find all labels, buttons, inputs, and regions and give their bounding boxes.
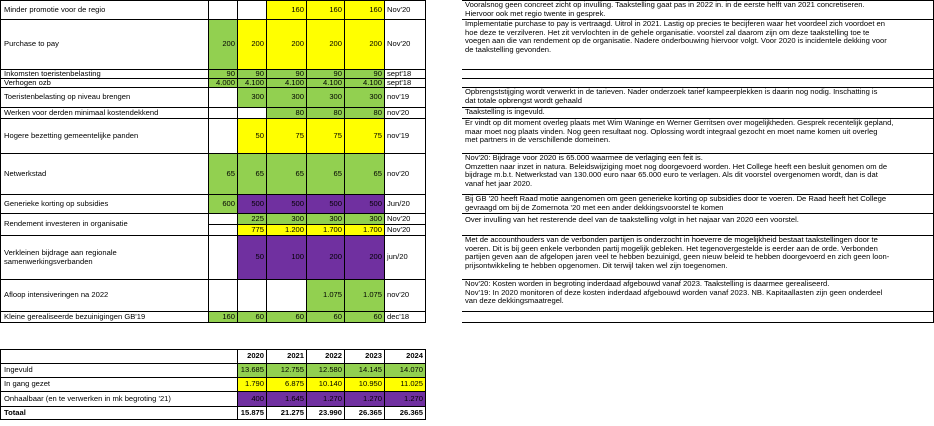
summary-value: 12.755 — [267, 364, 307, 378]
summary-value: 14.145 — [345, 364, 385, 378]
note-line: met partners in de verschillende domeinen. — [465, 135, 611, 145]
value-cell: 75 — [307, 119, 345, 154]
value-cell: 4.100 — [307, 79, 345, 88]
summary-value: 10.950 — [345, 378, 385, 392]
note-line: Omzetten naar inzet in natura. Beleidswijziging moet nog doorgevoerd worden. Het College heeft een besluit genomen om de — [465, 161, 888, 171]
value-cell: 300 — [307, 88, 345, 108]
year-header: 2022 — [307, 349, 345, 364]
value-cell: 200 — [267, 20, 307, 70]
value-cell: 200 — [307, 20, 345, 70]
date-cell: dec'18 — [385, 312, 426, 323]
value-cell: 90 — [307, 70, 345, 79]
row-label: Toeristenbelasting op niveau brengen — [0, 88, 209, 108]
value-cell: 200 — [345, 236, 385, 280]
value-cell — [209, 280, 238, 312]
total-value: 23.990 — [307, 407, 345, 420]
row-label: Netwerkstad — [0, 154, 209, 195]
note-line: Implementatie purchase to pay is vertraagd. Uitrol in 2021. Lastig op precies te becijferen waar het voordeel zich voordoet en — [465, 20, 885, 28]
value-cell: 1.200 — [267, 225, 307, 236]
value-cell — [209, 236, 238, 280]
status-note — [462, 108, 934, 119]
summary-value: 6.875 — [267, 378, 307, 392]
note-line: gevraagd om bij de Zomernota '20 met een ander dekkingsvoorstel te komen — [465, 202, 724, 212]
value-cell: 300 — [267, 88, 307, 108]
summary-value: 1.270 — [307, 392, 345, 407]
value-cell: 65 — [209, 154, 238, 195]
value-cell: 75 — [267, 119, 307, 154]
value-cell: 500 — [307, 195, 345, 214]
row-label: Inkomsten toeristenbelasting — [0, 70, 209, 79]
status-note — [462, 119, 934, 154]
value-cell: 75 — [345, 119, 385, 154]
date-cell: nov'20 — [385, 280, 426, 312]
value-cell: 60 — [345, 312, 385, 323]
value-cell: 200 — [345, 20, 385, 70]
value-cell — [238, 108, 267, 119]
summary-label: In gang gezet — [0, 378, 238, 392]
total-label: Totaal — [0, 407, 238, 420]
value-cell: 90 — [267, 70, 307, 79]
value-cell: 160 — [267, 0, 307, 20]
total-value: 26.365 — [345, 407, 385, 420]
summary-value: 1.790 — [238, 378, 267, 392]
value-cell: 60 — [307, 312, 345, 323]
value-cell — [238, 280, 267, 312]
note-line: Taakstelling is ingevuld. — [465, 108, 545, 116]
value-cell: 160 — [307, 0, 345, 20]
note-line: prijsontwikkeling te hebben opgenomen. Dit terwijl taken wel zijn toegenomen. — [465, 261, 728, 271]
value-cell: 200 — [238, 20, 267, 70]
date-cell: nov'19 — [385, 119, 426, 154]
value-cell — [209, 108, 238, 119]
status-note — [462, 214, 934, 236]
value-cell: 4.100 — [267, 79, 307, 88]
summary-label: Ingevuld — [0, 364, 238, 378]
year-header: 2024 — [385, 349, 426, 364]
summary-value: 1.270 — [345, 392, 385, 407]
row-label: Werken voor derden minimaal kostendekkend — [0, 108, 209, 119]
value-cell: 500 — [238, 195, 267, 214]
date-cell: Nov'20 — [385, 214, 426, 225]
value-cell: 500 — [345, 195, 385, 214]
value-cell: 60 — [238, 312, 267, 323]
year-header: 2021 — [267, 349, 307, 364]
status-note — [462, 70, 934, 79]
value-cell: 65 — [267, 154, 307, 195]
status-note — [462, 280, 934, 312]
value-cell — [209, 119, 238, 154]
value-cell: 4.100 — [345, 79, 385, 88]
value-cell: 90 — [345, 70, 385, 79]
value-cell: 4.000 — [209, 79, 238, 88]
date-cell: nov'19 — [385, 88, 426, 108]
value-cell: 90 — [209, 70, 238, 79]
value-cell: 300 — [267, 214, 307, 225]
date-cell: Jun/20 — [385, 195, 426, 214]
summary-header-blank — [0, 349, 238, 364]
value-cell — [209, 88, 238, 108]
status-note — [462, 20, 934, 70]
value-cell: 160 — [345, 0, 385, 20]
date-cell: nov'20 — [385, 108, 426, 119]
value-cell: 200 — [307, 236, 345, 280]
value-cell — [238, 0, 267, 20]
note-line: Over invulling van het resterende deel van de taakstelling volgt in het najaar van 2020 een voorstel. — [465, 215, 799, 224]
note-line: voegen aan die van rendement op de organisatie. Nadere onderbouwing hiervoor volgt. Voor 2020 is incidentele dekking voor — [465, 36, 887, 46]
date-cell: jun/20 — [385, 236, 426, 280]
row-label: Hogere bezetting gemeentelijke panden — [0, 119, 209, 154]
note-line: Er vindt op dit moment overleg plaats met Wim Waninge en Werner Gerritsen over mogelijkheden. Gesprek recentelijk gepland, — [465, 119, 894, 127]
year-header: 2023 — [345, 349, 385, 364]
note-line: Met de accounthouders van de verbonden partijen is onderzocht in hoeverre de mogelijkheid bestaat taakstellingen door te — [465, 236, 878, 244]
note-line: hoe deze te verzilveren. Het zit vervlochten in de gehele organisatie. voorstel zal daarom zijn om deze taakstelling toe te — [465, 27, 870, 37]
total-value: 15.875 — [238, 407, 267, 420]
row-label: Purchase to pay — [0, 20, 209, 70]
value-cell: 65 — [238, 154, 267, 195]
note-line: Bij GB '20 heeft Raad motie aangenomen om geen generieke korting op subsidies door te voeren. De Raad heeft het College — [465, 195, 887, 203]
value-cell: 80 — [307, 108, 345, 119]
value-cell: 4.100 — [238, 79, 267, 88]
row-label: Generieke korting op subsidies — [0, 195, 209, 214]
value-cell: 80 — [345, 108, 385, 119]
status-note — [462, 236, 934, 280]
summary-value: 13.685 — [238, 364, 267, 378]
note-line: Opbrengststijging wordt verwerkt in de tarieven. Nader onderzoek tarief kampeerplekken is daarin nog nodig. Inschatting is — [465, 88, 878, 96]
value-cell: 160 — [209, 312, 238, 323]
value-cell: 300 — [345, 88, 385, 108]
note-line: van deze dekkingsmaatregel. — [465, 296, 564, 306]
value-cell: 60 — [267, 312, 307, 323]
summary-value: 14.070 — [385, 364, 426, 378]
row-label — [0, 236, 209, 280]
value-cell: 90 — [238, 70, 267, 79]
year-header: 2020 — [238, 349, 267, 364]
note-line: Vooralsnog geen concreet zicht op invulling. Taakstelling gaat pas in 2022 in. in de eerste helft van 2021 concretiseren. — [465, 0, 865, 9]
value-cell: 775 — [238, 225, 267, 236]
note-line: Hiervoor ook met regio twente in gesprek. — [465, 8, 606, 18]
status-note — [462, 88, 934, 108]
value-cell: 50 — [238, 236, 267, 280]
value-cell: 1.075 — [345, 280, 385, 312]
status-note — [462, 154, 934, 195]
row-label-line: Verkleinen bijdrage aan regionale — [4, 247, 117, 257]
note-line: maar moet nog plaats vinden. Nog geen resultaat nog. Oplossing wordt integraal gezocht en moet name komen uit overleg — [465, 126, 878, 136]
value-cell: 1.075 — [307, 280, 345, 312]
note-line: Nov'20: Kosten worden in begroting inderdaad afgebouwd vanaf 2023. Taakstelling is daarmee gerealiseerd. — [465, 280, 830, 288]
value-cell: 1.700 — [345, 225, 385, 236]
status-note — [462, 312, 934, 323]
total-value: 26.365 — [385, 407, 426, 420]
value-cell: 500 — [267, 195, 307, 214]
value-cell: 225 — [238, 214, 267, 225]
date-cell: nov'20 — [385, 154, 426, 195]
value-cell: 200 — [209, 20, 238, 70]
row-label: Rendement investeren in organisatie — [0, 214, 209, 236]
total-value: 21.275 — [267, 407, 307, 420]
value-cell: 1.700 — [307, 225, 345, 236]
value-cell — [267, 280, 307, 312]
value-cell — [209, 225, 238, 236]
date-cell: sept'18 — [385, 70, 426, 79]
row-label-line: samenwerkingsverbanden — [4, 256, 93, 266]
summary-value: 1.270 — [385, 392, 426, 407]
date-cell: Nov'20 — [385, 0, 426, 20]
value-cell — [209, 214, 238, 225]
summary-label: Onhaalbaar (en te verwerken in mk begroting '21) — [0, 392, 238, 407]
value-cell: 50 — [238, 119, 267, 154]
summary-value: 11.025 — [385, 378, 426, 392]
note-line: dat totale opbrengst wordt gehaald — [465, 95, 582, 105]
value-cell: 65 — [345, 154, 385, 195]
note-line: Nov'20: Bijdrage voor 2020 is 65.000 waarmee de verlaging een feit is. — [465, 154, 703, 162]
value-cell: 300 — [238, 88, 267, 108]
value-cell: 300 — [307, 214, 345, 225]
note-line: de taakstelling gevonden. — [465, 45, 552, 55]
status-note — [462, 195, 934, 214]
date-cell: Nov'20 — [385, 225, 426, 236]
row-label: Kleine gerealiseerde bezuinigingen GB'19 — [0, 312, 209, 323]
summary-value: 400 — [238, 392, 267, 407]
summary-value: 12.580 — [307, 364, 345, 378]
note-line: voeren. Dit is bij geen enkele verbonden partij mogelijk gebleken. Het tegenovergestelde is eerder aan de orde. Verbonden — [465, 243, 878, 253]
status-note — [462, 79, 934, 88]
date-cell: sept'18 — [385, 79, 426, 88]
note-line: vanaf het jaar 2020. — [465, 179, 533, 189]
row-label: Afloop intensiveringen na 2022 — [0, 280, 209, 312]
row-label: Verhogen ozb — [0, 79, 209, 88]
value-cell: 80 — [267, 108, 307, 119]
value-cell: 65 — [307, 154, 345, 195]
value-cell: 600 — [209, 195, 238, 214]
value-cell: 300 — [345, 214, 385, 225]
summary-value: 10.140 — [307, 378, 345, 392]
note-line: Nov'19: In 2020 monitoren of deze kosten inderdaad afgebouwd worden vanaf 2023. NB. Kapitaallasten zijn geen onderdeel — [465, 287, 883, 297]
value-cell — [209, 0, 238, 20]
note-line: partijen geven aan de afgelopen jaren veel te hebben bezuinigd, geen nieuw beleid te hebben doorgevoerd en zich geen loon- — [465, 252, 890, 262]
note-line: bijdrage m.b.t. Netwerkstad van 130.000 euro naar 65.000 euro te verlagen. Als dit voorstel overgenomen wordt, dan is dat — [465, 170, 878, 180]
summary-value: 1.645 — [267, 392, 307, 407]
date-cell: Nov'20 — [385, 20, 426, 70]
value-cell: 100 — [267, 236, 307, 280]
status-note — [462, 0, 934, 20]
row-label: Minder promotie voor de regio — [0, 0, 209, 20]
